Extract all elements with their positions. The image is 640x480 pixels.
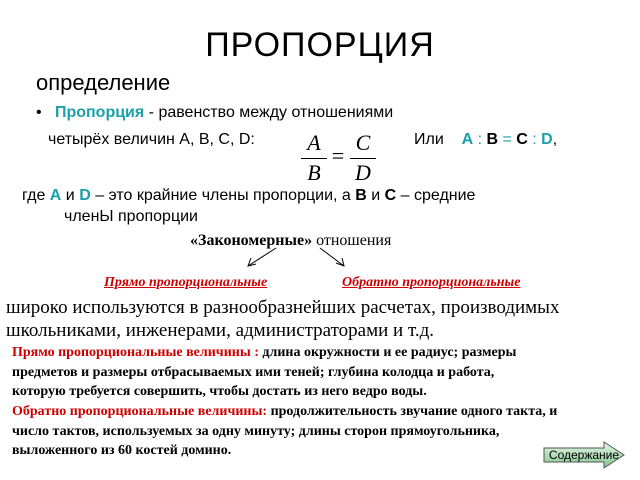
alt-sep1: : bbox=[473, 131, 487, 148]
alt-c: C bbox=[516, 131, 528, 148]
direct-example-line-2: предметов и размеры отбрасываемых ими теней; глубина колодца и работа, bbox=[12, 365, 495, 380]
contents-nav-button[interactable] bbox=[542, 441, 626, 469]
fraction-numerator-a: A bbox=[307, 130, 321, 155]
slide-title: ПРОПОРЦИЯ bbox=[205, 26, 435, 64]
def-text-1: где bbox=[22, 187, 50, 204]
inverse-example-line-1 bbox=[12, 404, 557, 420]
fraction-equals: = bbox=[331, 143, 345, 168]
fraction-denominator-b: B bbox=[307, 160, 321, 185]
direct-example-line-3: которую требуется совершить, чтобы достать из него ведро воды. bbox=[12, 384, 427, 399]
inverse-proportional-heading bbox=[342, 275, 520, 291]
fraction-numerator-c: C bbox=[355, 130, 371, 155]
direct-proportional-heading bbox=[104, 275, 267, 291]
alt-prefix: Или bbox=[414, 131, 444, 148]
contents-nav-label: Содержание bbox=[548, 448, 620, 462]
def-and-1: и bbox=[61, 187, 80, 204]
slide-subtitle: определение bbox=[36, 70, 171, 95]
def-text-3: – средние bbox=[396, 187, 476, 204]
alt-a: A bbox=[461, 131, 474, 148]
direct-example-line-1 bbox=[12, 345, 516, 361]
arrow-left-line bbox=[248, 248, 276, 266]
inverse-example-line-3: выложенного из 60 костей домино. bbox=[12, 443, 232, 458]
def-c: C bbox=[384, 187, 397, 204]
bullet-marker: • bbox=[36, 104, 42, 121]
alt-b: B bbox=[486, 131, 499, 148]
def-and-2: и bbox=[366, 187, 385, 204]
inverse-example-text-1: продолжительность звучание одного такта, и bbox=[267, 404, 558, 419]
bullet-rest: - равенство между отношениями bbox=[144, 104, 394, 121]
alt-d: D bbox=[541, 131, 553, 148]
definition-line-2: членЫ пропорции bbox=[64, 208, 198, 225]
arrow-right-line bbox=[320, 248, 344, 266]
fraction-denominator-d: D bbox=[355, 160, 371, 185]
usage-line-1: широко используются в разнообразнейших расчетах, производимых bbox=[6, 297, 560, 318]
def-b: B bbox=[355, 187, 367, 204]
usage-line-2: школьниками, инженерами, администраторами и т.д. bbox=[6, 320, 434, 341]
direct-example-text-1: длина окружности и ее радиус; размеры bbox=[258, 345, 517, 360]
direct-proportional-text: Прямо пропорциональные bbox=[104, 275, 268, 290]
def-a: A bbox=[49, 187, 62, 204]
inverse-example-line-2: число тактов, используемых за одну минуту; длины сторон прямоугольника, bbox=[12, 424, 500, 439]
def-text-2: – это крайние члены пропорции, а bbox=[90, 187, 356, 204]
inverse-example-label: Обратно пропорциональные величины: bbox=[12, 404, 268, 419]
term-proportion: Пропорция bbox=[54, 104, 145, 121]
alt-eq: = bbox=[498, 131, 517, 148]
zakonomernye-bold: «Закономерные» bbox=[190, 232, 313, 249]
quantities-line: четырёх величин A, B, C, D: bbox=[48, 131, 255, 148]
alt-sep2: : bbox=[527, 131, 542, 148]
direct-example-label: Прямо пропорциональные величины : bbox=[12, 345, 259, 360]
inverse-proportional-text: Обратно пропорциональные bbox=[342, 275, 521, 290]
zakonomernye-rest: отношения bbox=[312, 232, 392, 249]
alt-comma: , bbox=[552, 131, 558, 148]
def-d: D bbox=[79, 187, 91, 204]
